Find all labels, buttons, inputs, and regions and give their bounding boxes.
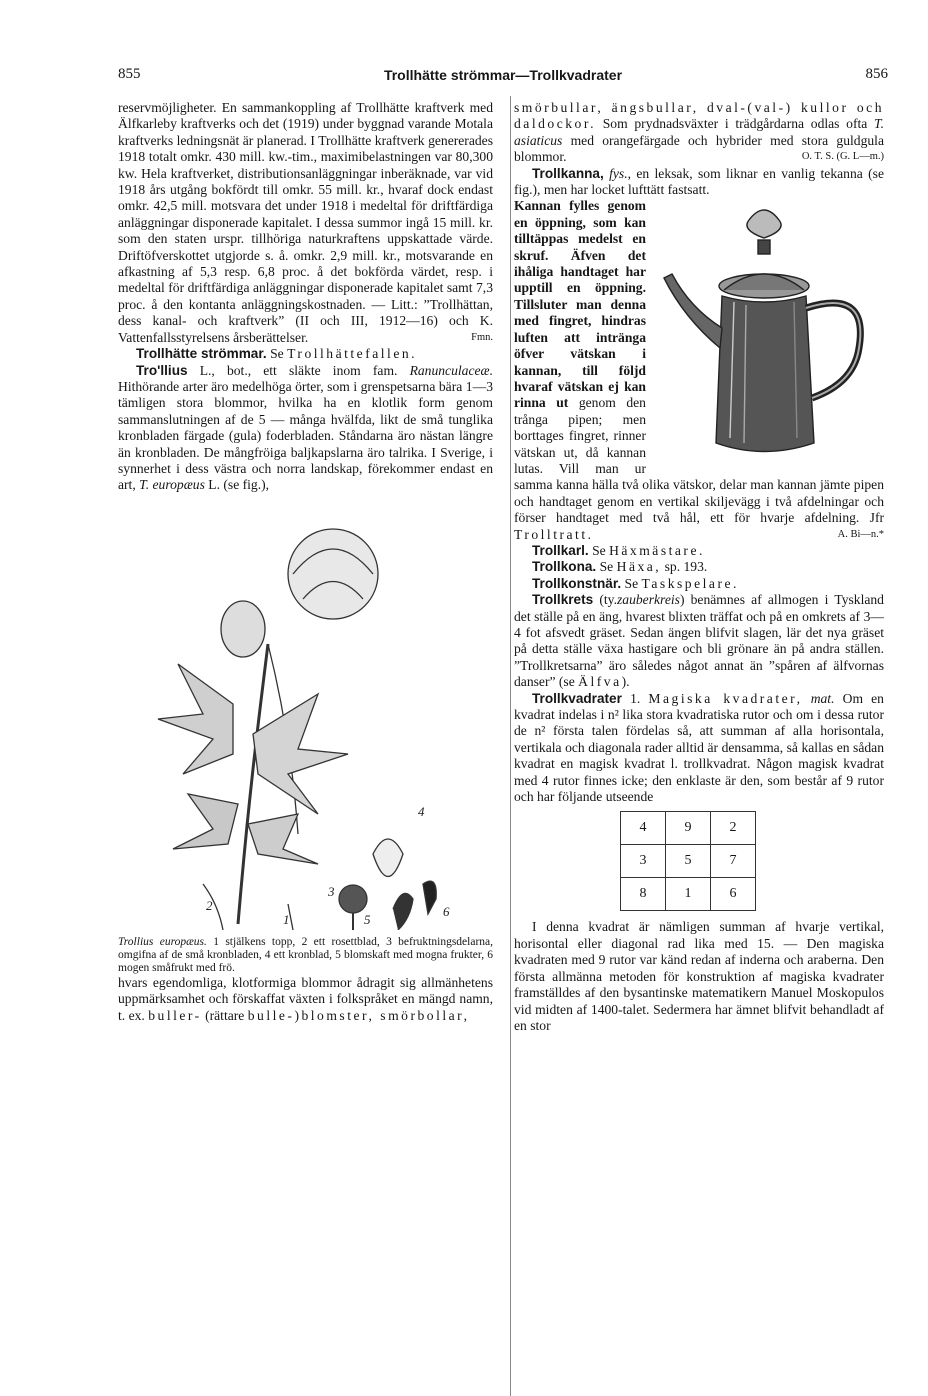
cross-reference: Häxmästare. bbox=[609, 542, 705, 558]
entry-trollkona: Trollkona. Se Häxa, sp. 193. bbox=[532, 559, 708, 575]
figure-label-3: 3 bbox=[328, 883, 335, 899]
author-signature: Fmn. bbox=[471, 331, 493, 343]
magic-square-cell: 9 bbox=[666, 812, 711, 845]
author-signature: A. Bi—n.* bbox=[837, 528, 884, 540]
figure-label-5: 5 bbox=[364, 911, 371, 927]
cross-reference: Häxa, bbox=[616, 559, 662, 575]
author-signature: O. T. S. (G. L—m.) bbox=[801, 151, 884, 163]
page-number-left: 855 bbox=[118, 66, 141, 82]
cross-reference: Trolltratt. bbox=[514, 526, 594, 542]
trollius-illustration bbox=[118, 504, 493, 930]
headword: Trollkvadrater bbox=[532, 690, 622, 706]
paragraph-trollhatte-kraftverk: reservmöjligheter. En sammankoppling af Trollhätte kraftverk med Älfkarleby kraftverks och det (1919) under byggnad varande Motala kraftverks ledningsnät är planerad. I Trollhätte kraftverk genererades 1918 totalt omkr. 430 mill. kw.-tim., maximibelastningen var 80,300 kw. Hela kraftverket, distributionsanläggningar inberäknade, var vid 1918 års utgång bokfördt till omkr. 55 mill. kr., hvaraf dock endast omkr. 42,5 mill. motsvara det under 1918 i medeltal för driftfärdiga anläggningar disponerade kapitalet. I dessa summor ingå 15 mill. kr. som den staten urspr. tillhöriga naturkraftens uppskattade värde. Driftöfverskottet utgjorde s. å. omkr. 2,9 mill. kr., motsvarande en afkastning af 5,3 resp. 6,8 proc. å det bokförda värdet, resp. i medeltal för driftfärdiga anläggningar disponerade kapitalet samt 7,3 proc. å den kontanta anläggningskostnaden. — Litt.: ”Trollhättan, dess kanal- och kraftverk” (II och III, 1912—16) och K. Vattenfallsstyrelsens årsberättelser. Fmn. bbox=[118, 100, 493, 345]
entry-trollhatte-strommar: Trollhätte strömmar. Se Trollhättefallen. bbox=[136, 346, 418, 362]
pot-drawing bbox=[654, 198, 884, 463]
cross-reference: Trollhättefallen. bbox=[287, 346, 418, 362]
figure-label-2: 2 bbox=[206, 897, 213, 913]
figure-label-4: 4 bbox=[418, 803, 425, 819]
magic-square-cell: 7 bbox=[711, 845, 756, 878]
magic-square-row bbox=[621, 845, 756, 878]
right-column bbox=[514, 100, 884, 1034]
magic-square-cell: 4 bbox=[621, 812, 666, 845]
magic-square-cell: 8 bbox=[621, 878, 666, 911]
magic-square-cell: 2 bbox=[711, 812, 756, 845]
headword: Trollkanna, bbox=[532, 165, 604, 181]
entry-trollkonstnar: Trollkonstnär. Se Taskspelare. bbox=[532, 575, 739, 591]
trollkanna-illustration bbox=[654, 198, 884, 463]
figure-label-1: 1 bbox=[283, 911, 290, 927]
paragraph-trollius-continued: hvars egendomliga, klotformiga blommor ådragit sig allmänhetens uppmärksamhet och förskaffat växten i folkspråket en mängd namn, t. ex. buller- (rättare bulle-)blomster, smörbollar, bbox=[118, 974, 493, 1023]
cross-reference: Taskspelare. bbox=[641, 575, 739, 591]
running-title: Trollhätte strömmar—Trollkvadrater bbox=[383, 67, 623, 83]
headword: Trollhätte strömmar. bbox=[136, 346, 267, 362]
headword: Trollkona. bbox=[532, 559, 597, 575]
paragraph-trollius-names: smörbullar, ängsbullar, dval-(val-) kullor och daldockor. Som prydnadsväxter i trädgårdarna odlas ofta T. asiaticus med orangefärgade och hybrider med stora guldgula blommor. O. T. S. (G. L—m.) bbox=[514, 100, 884, 165]
headword: Trollkrets bbox=[532, 592, 594, 608]
headword: Trollkarl. bbox=[532, 542, 589, 558]
magic-square-cell: 5 bbox=[666, 845, 711, 878]
magic-square-cell: 3 bbox=[621, 845, 666, 878]
paragraph-magic-square-history: I denna kvadrat är nämligen summan af hvarje vertikal, horisontal eller diagonal rad lika med 15. — Den magiska kvadraten med 9 rutor var känd redan af inderna och araberna. Den första allmänna metoden för konstruktion af magiska kvadrater framställdes af den bysantinske matematikern Manuel Moskopulos vid midten af 1400-talet. Sedermera har ämnet blifvit behandladt af en stor bbox=[514, 919, 884, 1033]
page-header bbox=[118, 66, 888, 88]
entry-trollkvadrater: Trollkvadrater 1. Magiska kvadrater, mat. Om en kvadrat indelas i n² lika stora kvadratiska rutor och om i dessa rutor de n² första talen fördelas så, att summan af alla horisontala, vertikala och diagonala rader alltid är densamma, så kallas en sådan kvadrat en magisk kvadrat l. trollkvadrat. Någon magisk kvadrat med 4 rutor finnes icke; den enklaste är den, som består af 9 rutor och har följande utseende bbox=[514, 690, 884, 805]
figure-label-6: 6 bbox=[443, 903, 450, 919]
entry-trollkarl: Trollkarl. Se Häxmästare. bbox=[532, 542, 705, 558]
plant-drawing bbox=[118, 504, 493, 930]
page-number-right: 856 bbox=[865, 66, 888, 82]
headword: Trollkonstnär. bbox=[532, 575, 622, 591]
magic-square-cell: 1 bbox=[666, 878, 711, 911]
magic-square-cell: 6 bbox=[711, 878, 756, 911]
magic-square bbox=[620, 811, 756, 911]
entry-trollkanna: Trollkanna, fys., en leksak, som liknar en vanlig tekanna (se fig.), men har locket lufttätt fastsatt. Kannan fylles genom en öppning, som kan tilltäppas medelst en skruf. Äfven det ihåliga handtaget har upptill en öppning. Tillsluter man denna med fingret, hindras luften att intränga öfver vätskan i kannan, till följd hvaraf vätskan ej kan rinna ut genom den trånga pipen; men borttages fingret, rinner vätskan ut, då kannan lutas. Vill man ur samma kanna hälla två olika vätskor, delar man kannan jämte pipen och handtaget genom en vertikal skiljevägg i två afdelningar och förser handtaget med två hål, ett för hvarje afdelning. Jfr Trolltratt. A. Bi—n.* bbox=[514, 165, 884, 542]
cross-reference: Älfva bbox=[578, 674, 622, 690]
entry-trollius: Tro'llius L., bot., ett släkte inom fam. Ranunculaceæ. Hithörande arter äro medelhöga örter, som i grenspetsarna bära 1—3 tämligen stora blommor, hvilka ha en klotlik form genom sammanslutningen af de 5 — många hvälfda, likt de små tunglika kronbladen färgade (gula) foderbladen. Ståndarna äro nästan längre än kronbladen. De mångfröiga baljkapslarna äro talrika. I Sverige, i synnerhet i dess västra och norra landskap, förekommer endast en art, T. europæus L. (se fig.), bbox=[118, 362, 493, 493]
headword: Tro'llius bbox=[136, 362, 188, 378]
figure-caption: Trollius europæus. 1 stjälkens topp, 2 ett rosettblad, 3 befruktningsdelarna, omgifna af de små kronbladen, 4 ett kronblad, 5 blomskaft med mogna frukter, 6 mogen småfrukt med frö. bbox=[118, 935, 494, 974]
magic-square-row bbox=[621, 878, 756, 911]
left-column bbox=[118, 100, 493, 1024]
column-rule bbox=[510, 96, 511, 1396]
magic-square-row bbox=[621, 812, 756, 845]
entry-trollkrets: Trollkrets (ty.zauberkreis) benämnes af allmogen i Tyskland det ställe på en äng, hvarest blixten träffat och på en omkrets af 3—4 fot afsvedt gräset. Sedan ängen blifvit slagen, lär det nya gräset på detta ställe växa hastigare och bli grönare än på andra ställen. ”Trollkretsarna” äro således något annat än ”spåren af älfvornas danser” (se Älfva). bbox=[514, 592, 884, 690]
